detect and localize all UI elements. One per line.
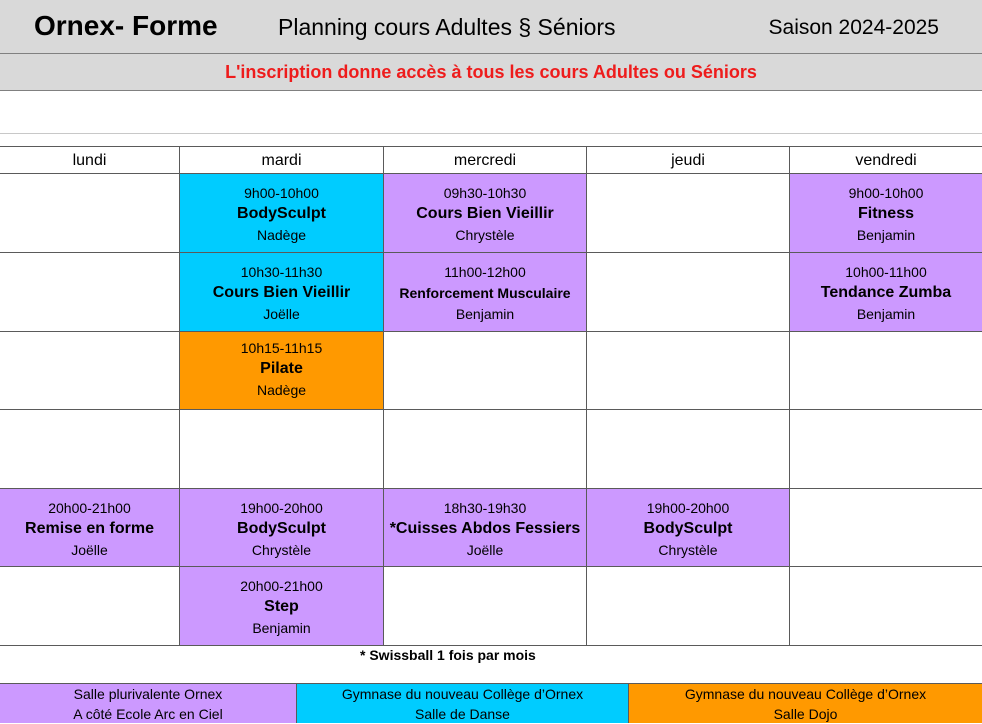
course-slot: [384, 489, 587, 567]
course-coach: Benjamin: [856, 306, 916, 322]
course-name: Cours Bien Vieillir: [416, 205, 554, 222]
course-name: BodySculpt: [237, 205, 326, 222]
day-header-mardi: mardi: [180, 147, 384, 174]
slot-empty: [384, 410, 587, 489]
slot-empty: [587, 332, 790, 410]
registration-notice: L'inscription donne accès à tous les cours Adultes ou Séniors: [0, 54, 982, 91]
slot-empty: [0, 174, 180, 253]
day-header-mercredi: mercredi: [384, 147, 587, 174]
course-name: Remise en forme: [25, 520, 154, 537]
day-header-lundi: lundi: [0, 147, 180, 174]
course-time: 11h00-12h00: [444, 264, 526, 280]
course-slot: [587, 489, 790, 567]
course-slot: [180, 332, 384, 410]
course-coach: Joëlle: [466, 542, 504, 558]
course-time: 10h15-11h15: [240, 340, 323, 356]
course-coach: Nadège: [256, 382, 307, 398]
title-bar: [0, 0, 982, 54]
divider: [0, 133, 982, 134]
brand-title: Ornex- Forme: [34, 10, 218, 41]
course-slot: [790, 174, 982, 253]
slot-empty: [0, 567, 180, 646]
legend-room: A côté Ecole Arc en Ciel: [73, 706, 223, 722]
slot-empty: [0, 253, 180, 332]
slot-empty: [0, 332, 180, 410]
course-coach: Joëlle: [71, 542, 108, 558]
schedule-grid: [0, 146, 982, 646]
course-name: Cours Bien Vieillir: [212, 284, 351, 301]
course-time: 9h00-10h00: [848, 185, 924, 201]
course-name: Step: [264, 598, 299, 615]
course-time: 10h30-11h30: [240, 264, 323, 280]
slot-empty: [587, 567, 790, 646]
course-time: 20h00-21h00: [48, 500, 131, 516]
season-label: Saison 2024-2025: [768, 16, 939, 39]
planning-title: Planning cours Adultes § Séniors: [278, 14, 616, 40]
slot-empty: [384, 567, 587, 646]
course-slot: [384, 253, 587, 332]
course-coach: Chrystèle: [658, 542, 718, 558]
course-coach: Joëlle: [263, 306, 300, 322]
course-time: 09h30-10h30: [443, 185, 527, 201]
course-name: Renforcement Musculaire: [399, 285, 571, 301]
slot-empty: [790, 410, 982, 489]
day-header-jeudi: jeudi: [587, 147, 790, 174]
course-name: Tendance Zumba: [820, 284, 952, 301]
slot-empty: [790, 489, 982, 567]
slot-empty: [384, 332, 587, 410]
legend-room: Salle de Danse: [415, 706, 510, 722]
legend-salle-plurivalente: [0, 683, 297, 723]
slot-empty: [790, 332, 982, 410]
day-header-row: [0, 146, 982, 174]
course-time: 10h00-11h00: [845, 264, 927, 280]
course-time: 9h00-10h00: [244, 185, 319, 201]
slot-empty: [587, 174, 790, 253]
course-name: *Cuisses Abdos Fessiers: [389, 520, 581, 537]
course-name: BodySculpt: [237, 520, 326, 537]
legend-salle-dojo: [629, 683, 982, 723]
course-time: 19h00-20h00: [646, 500, 730, 516]
course-name: Fitness: [857, 205, 914, 222]
course-coach: Benjamin: [455, 306, 515, 322]
course-slot: [180, 567, 384, 646]
slot-empty: [790, 567, 982, 646]
legend-location: Salle plurivalente Ornex: [73, 686, 223, 702]
slot-empty: [0, 410, 180, 489]
course-slot: [790, 253, 982, 332]
course-name: BodySculpt: [643, 520, 733, 537]
legend-salle-de-danse: [297, 683, 629, 723]
course-slot: [180, 489, 384, 567]
course-coach: Chrystèle: [455, 227, 515, 243]
course-slot: [180, 253, 384, 332]
course-slot: [180, 174, 384, 253]
course-name: Pilate: [260, 360, 303, 377]
swissball-footnote: * Swissball 1 fois par mois: [360, 647, 536, 663]
course-coach: Nadège: [256, 227, 307, 243]
legend-location: Gymnase du nouveau Collège d’Ornex: [341, 686, 584, 702]
course-time: 19h00-20h00: [240, 500, 323, 516]
course-time: 18h30-19h30: [443, 500, 527, 516]
slot-empty: [180, 410, 384, 489]
day-header-vendredi: vendredi: [855, 152, 917, 169]
course-coach: Chrystèle: [251, 542, 312, 558]
course-time: 20h00-21h00: [240, 578, 323, 594]
course-slot: [384, 174, 587, 253]
course-coach: Benjamin: [252, 620, 311, 636]
course-coach: Benjamin: [856, 227, 916, 243]
course-slot: [0, 489, 180, 567]
slot-empty: [587, 253, 790, 332]
legend-room: Salle Dojo: [773, 706, 838, 722]
slot-empty: [587, 410, 790, 489]
legend-location: Gymnase du nouveau Collège d’Ornex: [684, 686, 927, 702]
